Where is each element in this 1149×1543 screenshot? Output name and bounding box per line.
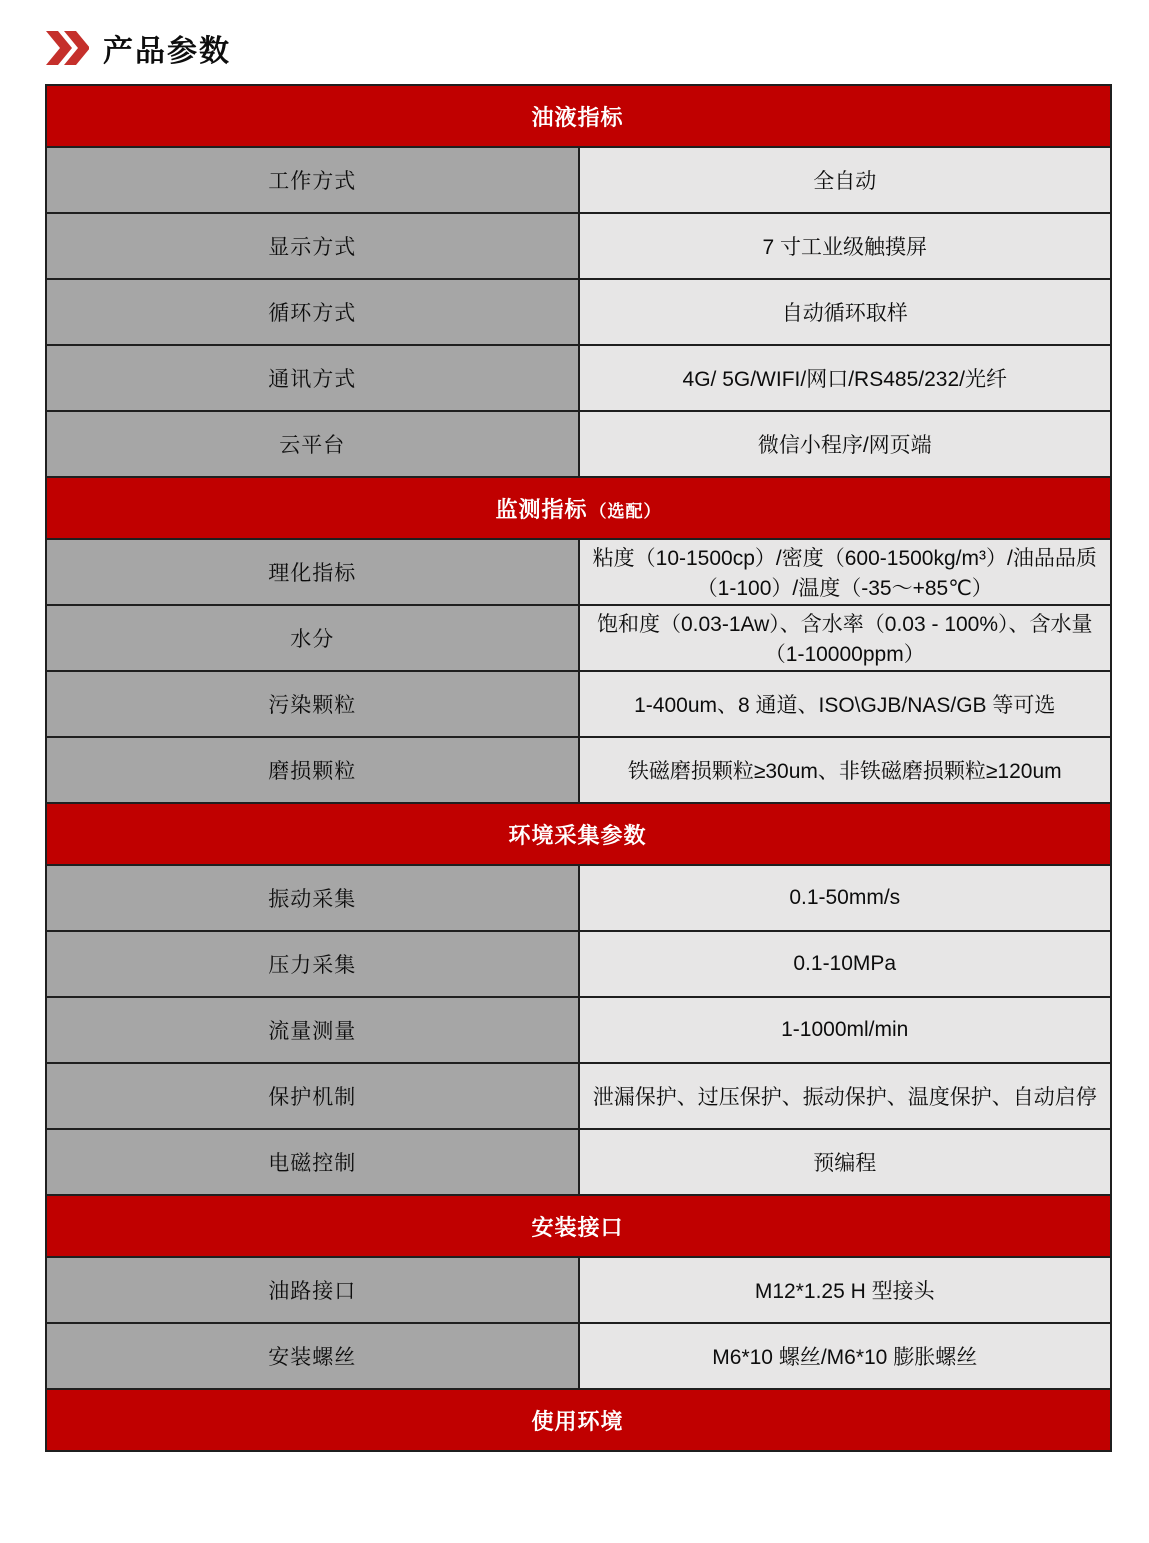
section-header	[46, 85, 1111, 147]
spec-label: 理化指标	[46, 539, 579, 605]
spec-value: 预编程	[579, 1129, 1112, 1195]
spec-label: 循环方式	[46, 279, 579, 345]
section-header-label: 油液指标	[531, 104, 624, 130]
spec-value: 铁磁磨损颗粒≥30um、非铁磁磨损颗粒≥120um	[579, 737, 1112, 803]
spec-label: 保护机制	[46, 1063, 579, 1129]
section-header-row	[46, 1195, 1111, 1257]
section-header-row	[46, 1389, 1111, 1451]
section-header-row	[46, 477, 1111, 539]
table-row	[46, 737, 1111, 803]
spec-value: 4G/ 5G/WIFI/网口/RS485/232/光纤	[579, 345, 1112, 411]
table-row	[46, 1323, 1111, 1389]
double-chevron-icon	[45, 31, 89, 65]
spec-label: 安装螺丝	[46, 1323, 579, 1389]
spec-value: 0.1-10MPa	[579, 931, 1112, 997]
spec-label: 流量测量	[46, 997, 579, 1063]
section-header	[46, 1195, 1111, 1257]
spec-label: 振动采集	[46, 865, 579, 931]
spec-label: 云平台	[46, 411, 579, 477]
spec-label: 工作方式	[46, 147, 579, 213]
spec-value: 7 寸工业级触摸屏	[579, 213, 1112, 279]
spec-label: 电磁控制	[46, 1129, 579, 1195]
spec-value: M12*1.25 H 型接头	[579, 1257, 1112, 1323]
section-header-label: 使用环境	[531, 1408, 624, 1434]
spec-value: 泄漏保护、过压保护、振动保护、温度保护、自动启停	[579, 1063, 1112, 1129]
table-row	[46, 1063, 1111, 1129]
section-header-row	[46, 85, 1111, 147]
section-header	[46, 1389, 1111, 1451]
table-row	[46, 539, 1111, 605]
spec-value: 自动循环取样	[579, 279, 1112, 345]
table-row	[46, 931, 1111, 997]
spec-label: 通讯方式	[46, 345, 579, 411]
spec-value: 饱和度（0.03-1Aw）、含水率（0.03 - 100%）、含水量（1-10000ppm）	[579, 605, 1112, 671]
table-row	[46, 671, 1111, 737]
section-header	[46, 477, 1111, 539]
table-row	[46, 1129, 1111, 1195]
spec-label: 污染颗粒	[46, 671, 579, 737]
spec-label: 磨损颗粒	[46, 737, 579, 803]
table-row	[46, 865, 1111, 931]
section-header-label: 环境采集参数	[508, 822, 647, 848]
section-header	[46, 803, 1111, 865]
page-header	[45, 26, 1112, 70]
section-header-label: 安装接口	[531, 1214, 624, 1240]
table-row	[46, 279, 1111, 345]
section-header-row	[46, 803, 1111, 865]
table-row	[46, 1257, 1111, 1323]
page-title: 产品参数	[103, 35, 231, 68]
spec-value: M6*10 螺丝/M6*10 膨胀螺丝	[579, 1323, 1112, 1389]
spec-label: 水分	[46, 605, 579, 671]
table-row	[46, 605, 1111, 671]
table-row	[46, 147, 1111, 213]
spec-label: 压力采集	[46, 931, 579, 997]
section-header-label: 监测指标	[495, 496, 588, 522]
spec-value: 全自动	[579, 147, 1112, 213]
spec-label: 油路接口	[46, 1257, 579, 1323]
section-header-note: （选配）	[589, 501, 662, 521]
table-row	[46, 997, 1111, 1063]
spec-value: 微信小程序/网页端	[579, 411, 1112, 477]
table-row	[46, 345, 1111, 411]
spec-value: 1-1000ml/min	[579, 997, 1112, 1063]
spec-label: 显示方式	[46, 213, 579, 279]
table-row	[46, 213, 1111, 279]
spec-value: 粘度（10-1500cp）/密度（600-1500kg/m³）/油品品质（1-100）/温度（-35～+85℃）	[579, 539, 1112, 605]
spec-value: 1-400um、8 通道、ISO\GJB/NAS/GB 等可选	[579, 671, 1112, 737]
spec-value: 0.1-50mm/s	[579, 865, 1112, 931]
spec-table	[45, 84, 1112, 1452]
spec-table-body	[46, 85, 1111, 1451]
table-row	[46, 411, 1111, 477]
